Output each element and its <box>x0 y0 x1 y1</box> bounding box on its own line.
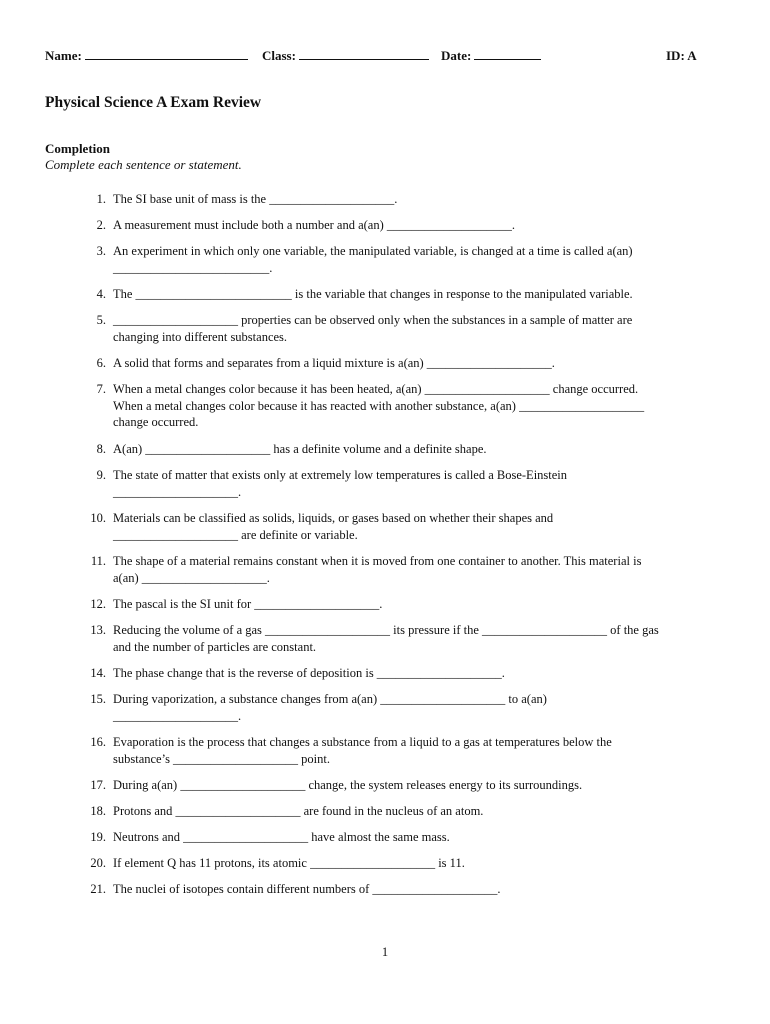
question-line: Reducing the volume of a gas ____________________ its pressure if the ____________________ of the gas <box>113 623 659 637</box>
question-line: If element Q has 11 protons, its atomic ____________________ is 11. <box>113 856 465 870</box>
class-blank[interactable] <box>299 48 429 60</box>
question-text <box>113 665 728 682</box>
question-number: 2. <box>96 218 106 232</box>
question-number: 14. <box>90 666 106 680</box>
question-number: 3. <box>96 244 106 258</box>
question-line: Materials can be classified as solids, liquids, or gases based on whether their shapes and <box>113 511 554 525</box>
question-number: 16. <box>90 735 106 749</box>
question-text <box>113 691 728 724</box>
question-number: 4. <box>96 287 106 301</box>
question-line: The pascal is the SI unit for ____________________. <box>113 597 383 611</box>
question-number: 12. <box>90 597 106 611</box>
question-line: Protons and ____________________ are found in the nucleus of an atom. <box>113 804 484 818</box>
question-line: ____________________ properties can be observed only when the substances in a sample of matter are <box>113 313 633 327</box>
name-label: Name: <box>45 48 82 63</box>
page-number: 1 <box>381 945 389 959</box>
question-text <box>113 596 728 613</box>
question-number: 18. <box>90 804 106 818</box>
question-text <box>113 217 728 234</box>
question-number: 1. <box>96 192 106 206</box>
question-text <box>113 777 728 794</box>
question-number: 9. <box>96 468 106 482</box>
section-heading: Completion <box>45 141 110 156</box>
question-line: The nuclei of isotopes contain different numbers of ____________________. <box>113 882 501 896</box>
name-blank[interactable] <box>85 48 248 60</box>
question-line: When a metal changes color because it has reacted with another substance, a(an) ____________________ <box>113 398 645 413</box>
question-number: 8. <box>96 442 106 456</box>
question-line: During a(an) ____________________ change, the system releases energy to its surroundings. <box>113 778 583 792</box>
question-line: ____________________ are definite or variable. <box>113 527 358 542</box>
question-line: Neutrons and ____________________ have almost the same mass. <box>113 830 450 844</box>
question-line: A solid that forms and separates from a liquid mixture is a(an) ____________________. <box>113 356 555 370</box>
question-line: The phase change that is the reverse of deposition is ____________________. <box>113 666 505 680</box>
question-line: a(an) ____________________. <box>113 570 270 585</box>
date-blank[interactable] <box>474 48 541 60</box>
question-line: During vaporization, a substance changes from a(an) ____________________ to a(an) <box>113 692 547 706</box>
question-number: 17. <box>90 778 106 792</box>
question-line: The _________________________ is the variable that changes in response to the manipulated variable. <box>113 287 633 301</box>
question-line: A measurement must include both a number and a(an) ____________________. <box>113 218 516 232</box>
question-number: 13. <box>90 623 106 637</box>
class-field <box>262 48 429 64</box>
question-line: An experiment in which only one variable, the manipulated variable, is changed at a time is called a(an) <box>113 244 633 258</box>
question-text <box>113 441 728 458</box>
question-text <box>113 312 728 345</box>
question-text <box>113 191 728 208</box>
question-text <box>113 734 728 767</box>
question-number: 21. <box>90 882 106 896</box>
question-line: A(an) ____________________ has a definite volume and a definite shape. <box>113 442 487 456</box>
date-field <box>441 48 541 64</box>
question-number: 5. <box>96 313 106 327</box>
question-text <box>113 829 728 846</box>
question-number: 6. <box>96 356 106 370</box>
question-number: 11. <box>90 554 106 568</box>
question-number: 10. <box>90 511 106 525</box>
question-text <box>113 286 728 303</box>
question-line: and the number of particles are constant. <box>113 639 317 654</box>
question-text <box>113 622 728 655</box>
question-text <box>113 467 728 500</box>
question-number: 7. <box>96 382 106 396</box>
question-line: ____________________. <box>113 484 242 499</box>
question-number: 20. <box>90 856 106 870</box>
page-title: Physical Science A Exam Review <box>45 94 262 111</box>
question-line: _________________________. <box>113 260 273 275</box>
question-line: The state of matter that exists only at extremely low temperatures is called a Bose-Einstein <box>113 468 568 482</box>
question-text <box>113 855 728 872</box>
question-line: When a metal changes color because it has been heated, a(an) ____________________ change occurred. <box>113 382 639 396</box>
question-text <box>113 243 728 276</box>
question-number: 15. <box>90 692 106 706</box>
question-text <box>113 381 728 431</box>
question-line: substance’s ____________________ point. <box>113 751 331 766</box>
question-line: Evaporation is the process that changes a substance from a liquid to a gas at temperatures below the <box>113 735 612 749</box>
question-line: ____________________. <box>113 708 242 723</box>
question-line: changing into different substances. <box>113 329 288 344</box>
class-label: Class: <box>262 48 296 63</box>
question-text <box>113 553 728 586</box>
question-line: The SI base unit of mass is the ____________________. <box>113 192 398 206</box>
id-label: ID: A <box>666 48 697 63</box>
question-line: change occurred. <box>113 415 199 429</box>
name-field <box>45 48 248 64</box>
question-text <box>113 510 728 543</box>
section-instructions: Complete each sentence or statement. <box>45 157 242 172</box>
question-text <box>113 355 728 372</box>
question-line: The shape of a material remains constant when it is moved from one container to another. This material is <box>113 554 642 568</box>
date-label: Date: <box>441 48 472 63</box>
question-text <box>113 803 728 820</box>
question-text <box>113 881 728 898</box>
question-number: 19. <box>90 830 106 844</box>
